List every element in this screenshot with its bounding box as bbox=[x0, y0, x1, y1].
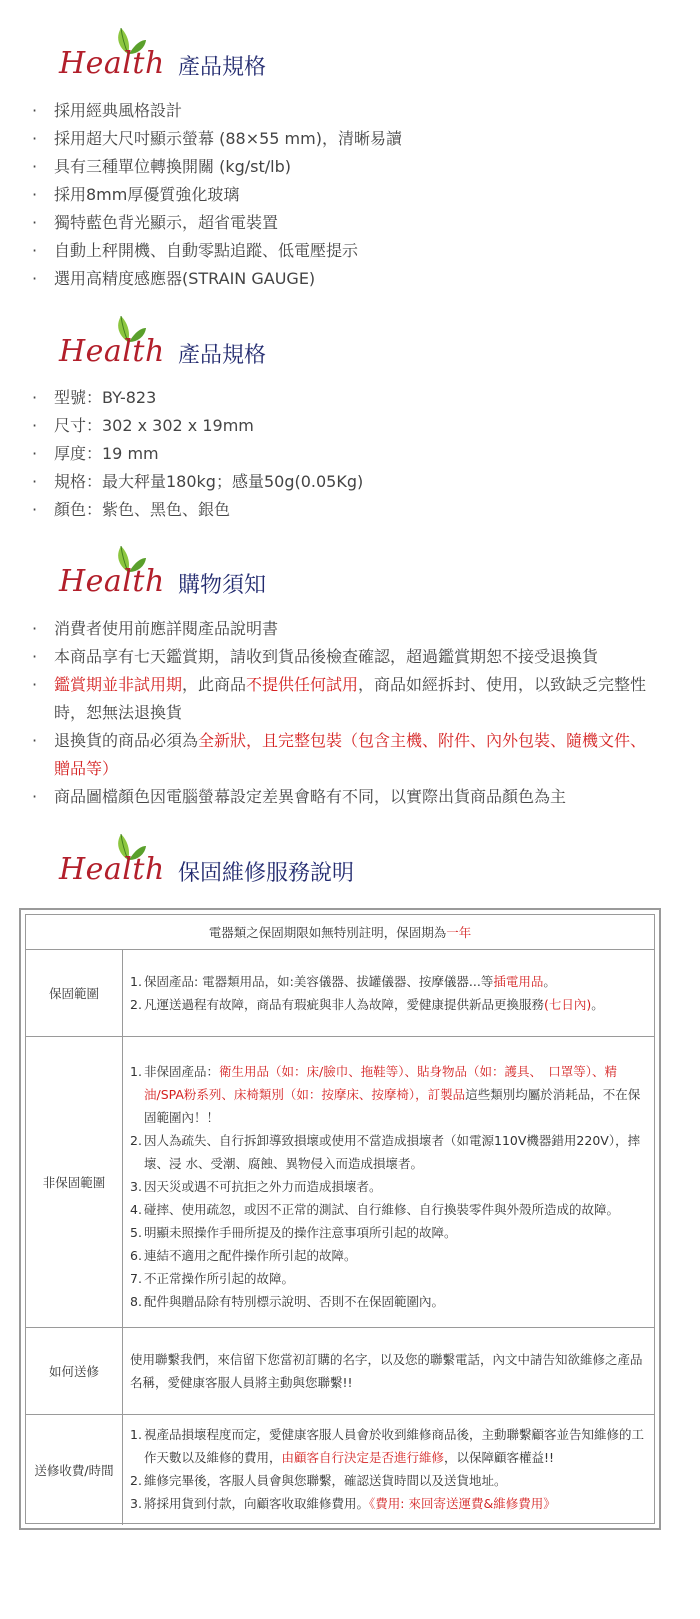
spec1-list bbox=[32, 97, 662, 293]
warranty-table bbox=[19, 908, 661, 1530]
section-title: 產品規格 bbox=[178, 343, 267, 368]
list-item: · 顏色：紫色、黑色、銀色 bbox=[32, 500, 231, 519]
row-label: 如何送修 bbox=[26, 1328, 123, 1414]
list-item: · 鑑賞期並非試用期，此商品不提供任何試用，商品如經拆封、使用，以致缺乏完整性時，恕無法退換貨 bbox=[32, 675, 647, 722]
list-item: · 退換貨的商品必須為全新狀，且完整包裝（包含主機、附件、內外包裝、隨機文件、贈品等） bbox=[32, 731, 647, 778]
table-header-row bbox=[26, 915, 654, 950]
row-label: 保固範圍 bbox=[26, 950, 123, 1036]
table-row bbox=[26, 1415, 654, 1525]
table-row bbox=[26, 1328, 654, 1415]
brand-name: Health bbox=[59, 334, 165, 369]
spec2-list bbox=[32, 384, 662, 524]
list-item: 3. 將採用貨到付款，向顧客收取維修費用。《費用: 來回寄送運費&維修費用》 bbox=[130, 1496, 556, 1511]
list-item: · 自動上秤開機、自動零點追蹤、低電壓提示 bbox=[32, 241, 359, 260]
health-logo bbox=[55, 828, 185, 888]
list-item: · 選用高精度感應器(STRAIN GAUGE) bbox=[32, 269, 316, 288]
health-logo bbox=[55, 310, 185, 370]
list-item: 2. 維修完畢後，客服人員會與您聯繫，確認送貨時間以及送貨地址。 bbox=[130, 1473, 507, 1488]
row-body bbox=[130, 1423, 648, 1515]
list-item: · 採用8mm厚優質強化玻璃 bbox=[32, 185, 240, 204]
brand-name: Health bbox=[59, 852, 165, 887]
row-label: 送修收費/時間 bbox=[26, 1415, 123, 1525]
shopping-list bbox=[32, 615, 662, 811]
row-body bbox=[130, 1060, 648, 1313]
list-item: · 採用超大尺吋顯示螢幕 (88×55 mm)，清晰易讀 bbox=[32, 129, 402, 148]
list-item: · 具有三種單位轉換開關 (kg/st/lb) bbox=[32, 157, 291, 176]
list-item: · 商品圖檔顏色因電腦螢幕設定差異會略有不同，以實際出貨商品顏色為主 bbox=[32, 787, 567, 806]
list-item: 2. 凡運送過程有故障，商品有瑕疵與非人為故障，愛健康提供新品更換服務(七日內)。 bbox=[130, 997, 604, 1012]
section-title: 購物須知 bbox=[178, 573, 267, 598]
list-item: 5. 明顯未照操作手冊所提及的操作注意事項所引起的故障。 bbox=[130, 1225, 457, 1240]
section-header-shopping bbox=[55, 540, 555, 600]
row-label: 非保固範圍 bbox=[26, 1037, 123, 1327]
list-item: 3. 因天災或遇不可抗拒之外力而造成損壞者。 bbox=[130, 1179, 382, 1194]
section-header-spec2 bbox=[55, 310, 555, 370]
list-item: 1. 保固產品: 電器類用品，如:美容儀器、拔罐儀器、按摩儀器...等插電用品。 bbox=[130, 974, 556, 989]
table-header: 電器類之保固期限如無特別註明，保固期為 一年 bbox=[208, 925, 472, 940]
row-body bbox=[130, 970, 648, 1016]
row-body: 使用聯繫我們，來信留下您當初訂購的名字，以及您的聯繫電話，內文中請告知欲維修之產品名稱，愛健康客服人員將主動與您聯繫!! bbox=[130, 1352, 643, 1390]
list-item: · 規格：最大秤量180kg；感量50g(0.05Kg) bbox=[32, 472, 364, 491]
list-item: 6. 連結不適用之配件操作所引起的故障。 bbox=[130, 1248, 357, 1263]
list-item: · 獨特藍色背光顯示，超省電裝置 bbox=[32, 213, 279, 232]
list-item: · 採用經典風格設計 bbox=[32, 101, 183, 120]
list-item: 8. 配件與贈品除有特別標示說明、否則不在保固範圍內。 bbox=[130, 1294, 445, 1309]
table-row bbox=[26, 1037, 654, 1328]
section-header-warranty bbox=[55, 828, 555, 888]
list-item: 2. 因人為疏失、自行拆卸導致損壞或使用不當造成損壞者（如電源110V機器錯用220V），摔壞、浸 水、受潮、腐蝕、異物侵入而造成損壞者。 bbox=[130, 1133, 641, 1171]
list-item: · 厚度：19 mm bbox=[32, 444, 159, 463]
list-item: 1. 非保固產品：衛生用品（如：床/臉巾、拖鞋等）、貼身物品（如：護具、 口罩等）、精油/SPA粉系列、床椅類別（如：按摩床、按摩椅），訂製品這些類別均屬於消耗品，不在保固範圍內！！ bbox=[130, 1064, 641, 1125]
brand-name: Health bbox=[59, 564, 165, 599]
health-logo bbox=[55, 22, 185, 82]
section-title: 產品規格 bbox=[178, 55, 267, 80]
section-header-spec1 bbox=[55, 22, 555, 82]
list-item: 1. 視產品損壞程度而定，愛健康客服人員會於收到維修商品後，主動聯繫顧客並告知維修的工作天數以及維修的費用，由顧客自行決定是否進行維修，以保障顧客權益!! bbox=[130, 1427, 645, 1465]
list-item: · 消費者使用前應詳閱產品說明書 bbox=[32, 619, 279, 638]
list-item: · 尺寸：302 x 302 x 19mm bbox=[32, 416, 254, 435]
brand-name: Health bbox=[59, 46, 165, 81]
health-logo bbox=[55, 540, 185, 600]
table-row bbox=[26, 950, 654, 1037]
list-item: 7. 不正常操作所引起的故障。 bbox=[130, 1271, 295, 1286]
list-item: 4. 碰摔、使用疏忽，或因不正常的測試、自行維修、自行換裝零件與外殼所造成的故障。 bbox=[130, 1202, 620, 1217]
list-item: · 型號：BY-823 bbox=[32, 388, 157, 407]
list-item: · 本商品享有七天鑑賞期，請收到貨品後檢查確認，超過鑑賞期恕不接受退換貨 bbox=[32, 647, 599, 666]
section-title: 保固維修服務說明 bbox=[178, 861, 355, 886]
